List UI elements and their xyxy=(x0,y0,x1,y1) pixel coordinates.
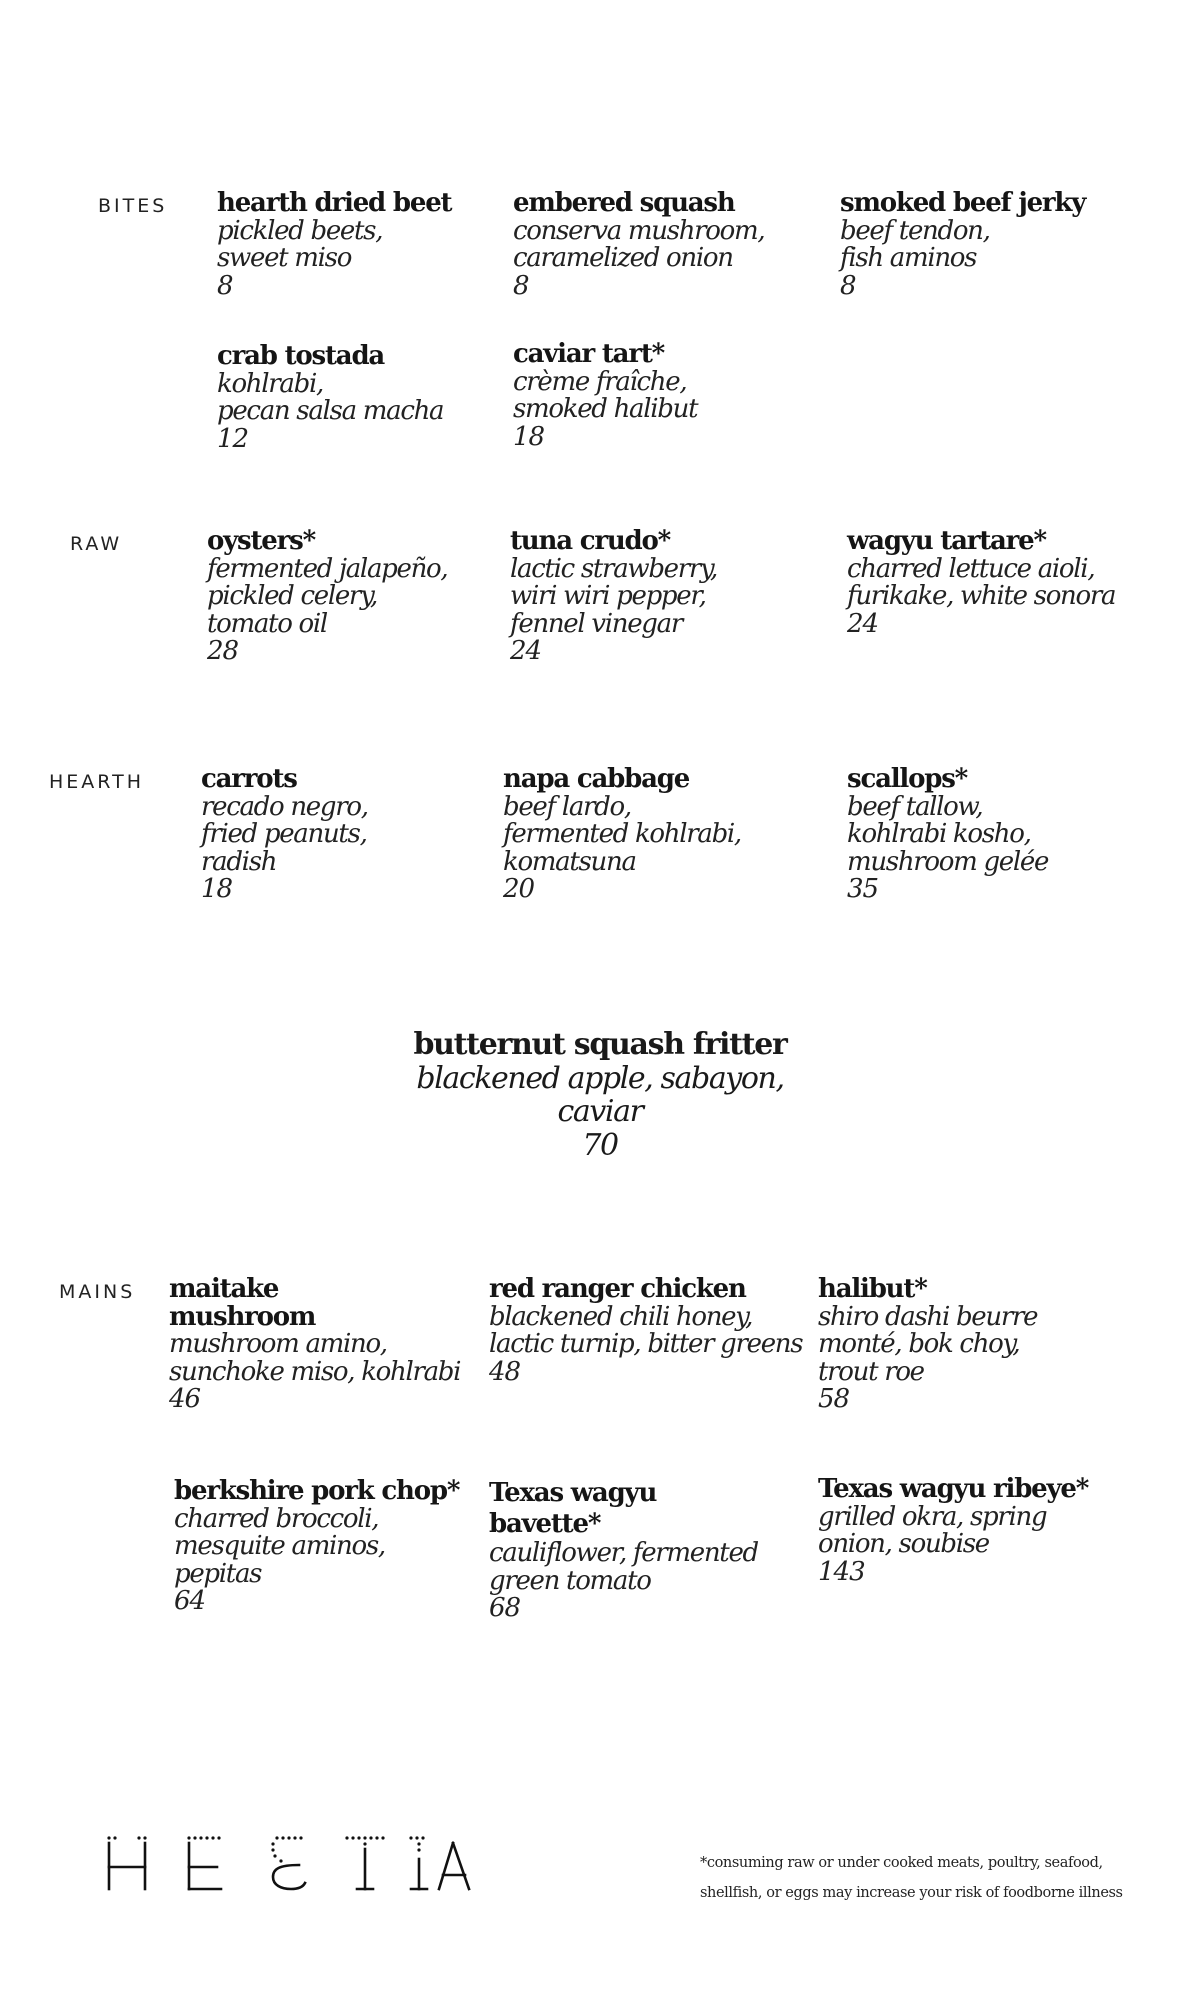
item-desc: sweet miso xyxy=(217,243,352,274)
item-desc: caramelized onion xyxy=(513,243,733,274)
item-desc: fennel vinegar xyxy=(510,608,682,639)
item-name: red ranger chicken xyxy=(489,1274,746,1304)
item-desc: komatsuna xyxy=(503,846,636,877)
item-desc: monté, bok choy, xyxy=(818,1329,1020,1360)
item-name: halibut* xyxy=(818,1274,927,1304)
item-desc: conserva mushroom, xyxy=(513,215,765,246)
menu-item-embered-squash xyxy=(513,190,764,300)
item-desc: blackened chili honey, xyxy=(489,1301,753,1332)
menu-item-smoked-beef-jerky xyxy=(840,190,1085,300)
item-desc: grilled okra, spring xyxy=(818,1501,1047,1532)
item-desc: lactic turnip, bitter greens xyxy=(489,1329,803,1360)
menu-item-hearth-dried-beet xyxy=(217,190,451,300)
item-name: carrots xyxy=(201,764,297,794)
item-name: embered squash xyxy=(513,188,735,218)
item-name: scallops* xyxy=(847,764,968,794)
menu-item-butternut-squash-fritter xyxy=(330,1028,870,1162)
item-desc: mushroom amino, xyxy=(169,1329,387,1360)
item-desc: wiri wiri pepper, xyxy=(510,581,706,612)
item-price: 28 xyxy=(207,636,239,667)
disclaimer-line: shellfish, or eggs may increase your risk of foodborne illness xyxy=(700,1885,1123,1901)
item-desc: lactic strawberry, xyxy=(510,553,717,584)
disclaimer-line: *consuming raw or under cooked meats, poultry, seafood, xyxy=(700,1855,1103,1871)
item-price: 18 xyxy=(513,421,545,452)
item-desc: cauliflower, fermented xyxy=(489,1538,758,1569)
item-desc: beef tendon, xyxy=(840,215,990,246)
item-price: 18 xyxy=(201,874,233,905)
item-price: 58 xyxy=(818,1384,850,1415)
menu-item-caviar-tart xyxy=(513,341,697,451)
item-desc: fish aminos xyxy=(840,243,977,274)
item-desc: charred lettuce aioli, xyxy=(847,553,1095,584)
item-name: bavette* xyxy=(489,1509,601,1540)
item-desc: smoked halibut xyxy=(513,394,698,425)
item-desc: sunchoke miso, kohlrabi xyxy=(169,1356,461,1387)
item-desc: crème fraîche, xyxy=(513,366,687,397)
item-desc: radish xyxy=(201,846,277,877)
item-price: 70 xyxy=(582,1127,618,1163)
item-desc: green tomato xyxy=(489,1565,651,1596)
item-price: 68 xyxy=(489,1593,521,1624)
menu-item-oysters xyxy=(207,528,447,666)
item-price: 64 xyxy=(174,1586,206,1617)
menu-item-crab-tostada xyxy=(217,343,443,453)
item-desc: fermented jalapeño, xyxy=(207,553,448,584)
item-desc: mushroom gelée xyxy=(847,846,1049,877)
item-name: berkshire pork chop* xyxy=(174,1476,460,1506)
menu-item-scallops xyxy=(847,766,1048,904)
menu-item-texas-wagyu-ribeye xyxy=(818,1476,1088,1586)
item-desc: furikake, white sonora xyxy=(847,581,1116,612)
item-desc: blackened apple, sabayon, xyxy=(416,1060,784,1096)
section-label-bites: BITES xyxy=(98,195,168,217)
item-price: 8 xyxy=(513,270,529,301)
section-label-mains: MAINS xyxy=(59,1281,136,1303)
item-desc: pecan salsa macha xyxy=(217,396,444,427)
item-desc: fried peanuts, xyxy=(201,819,367,850)
item-name: maitake xyxy=(169,1274,279,1304)
item-desc: fermented kohlrabi, xyxy=(503,819,741,850)
item-desc: mesquite aminos, xyxy=(174,1531,385,1562)
item-price: 8 xyxy=(217,270,233,301)
item-name: Texas wagyu ribeye* xyxy=(818,1474,1089,1504)
disclaimer xyxy=(700,1848,1170,1908)
item-price: 46 xyxy=(169,1384,201,1415)
item-desc: beef tallow, xyxy=(847,791,983,822)
hestia-logo xyxy=(103,1835,475,1895)
item-desc: tomato oil xyxy=(207,608,327,639)
item-name: napa cabbage xyxy=(503,764,690,794)
item-desc: onion, soubise xyxy=(818,1529,989,1560)
item-desc: recado negro, xyxy=(201,791,368,822)
item-price: 12 xyxy=(217,423,249,454)
item-name: wagyu tartare* xyxy=(847,526,1046,556)
item-desc: caviar xyxy=(557,1094,643,1130)
item-name: Texas wagyu xyxy=(489,1478,657,1508)
item-name: tuna crudo* xyxy=(510,526,671,556)
item-desc: shiro dashi beurre xyxy=(818,1301,1038,1332)
item-desc: beef lardo, xyxy=(503,791,631,822)
menu-item-halibut xyxy=(818,1276,1037,1414)
item-price: 24 xyxy=(847,608,879,639)
item-desc: pepitas xyxy=(174,1558,262,1589)
item-desc: kohlrabi, xyxy=(217,368,323,399)
menu-item-maitake-mushroom xyxy=(169,1276,460,1414)
item-price: 143 xyxy=(818,1556,865,1587)
section-label-hearth: HEARTH xyxy=(49,771,145,793)
menu-item-napa-cabbage xyxy=(503,766,741,904)
item-name: mushroom xyxy=(169,1301,316,1332)
menu-item-red-ranger-chicken xyxy=(489,1276,802,1386)
item-desc: kohlrabi kosho, xyxy=(847,819,1031,850)
item-price: 48 xyxy=(489,1356,521,1387)
item-name: butternut squash fritter xyxy=(413,1027,787,1062)
menu-item-wagyu-tartare xyxy=(847,528,1115,638)
item-desc: pickled beets, xyxy=(217,215,383,246)
section-label-raw: RAW xyxy=(70,533,123,555)
item-price: 20 xyxy=(503,874,535,905)
item-desc: trout roe xyxy=(818,1356,924,1387)
item-name: crab tostada xyxy=(217,341,385,371)
item-price: 8 xyxy=(840,270,856,301)
item-name: hearth dried beet xyxy=(217,188,452,218)
item-name: smoked beef jerky xyxy=(840,188,1086,218)
item-desc: pickled celery, xyxy=(207,581,377,612)
item-name: caviar tart* xyxy=(513,339,665,369)
menu-item-berkshire-pork-chop xyxy=(174,1478,459,1616)
item-desc: charred broccoli, xyxy=(174,1503,379,1534)
menu-item-texas-wagyu-bavette xyxy=(489,1478,758,1623)
item-price: 35 xyxy=(847,874,879,905)
menu-item-carrots xyxy=(201,766,368,904)
item-name: oysters* xyxy=(207,526,315,556)
menu-item-tuna-crudo xyxy=(510,528,717,666)
item-price: 24 xyxy=(510,636,542,667)
